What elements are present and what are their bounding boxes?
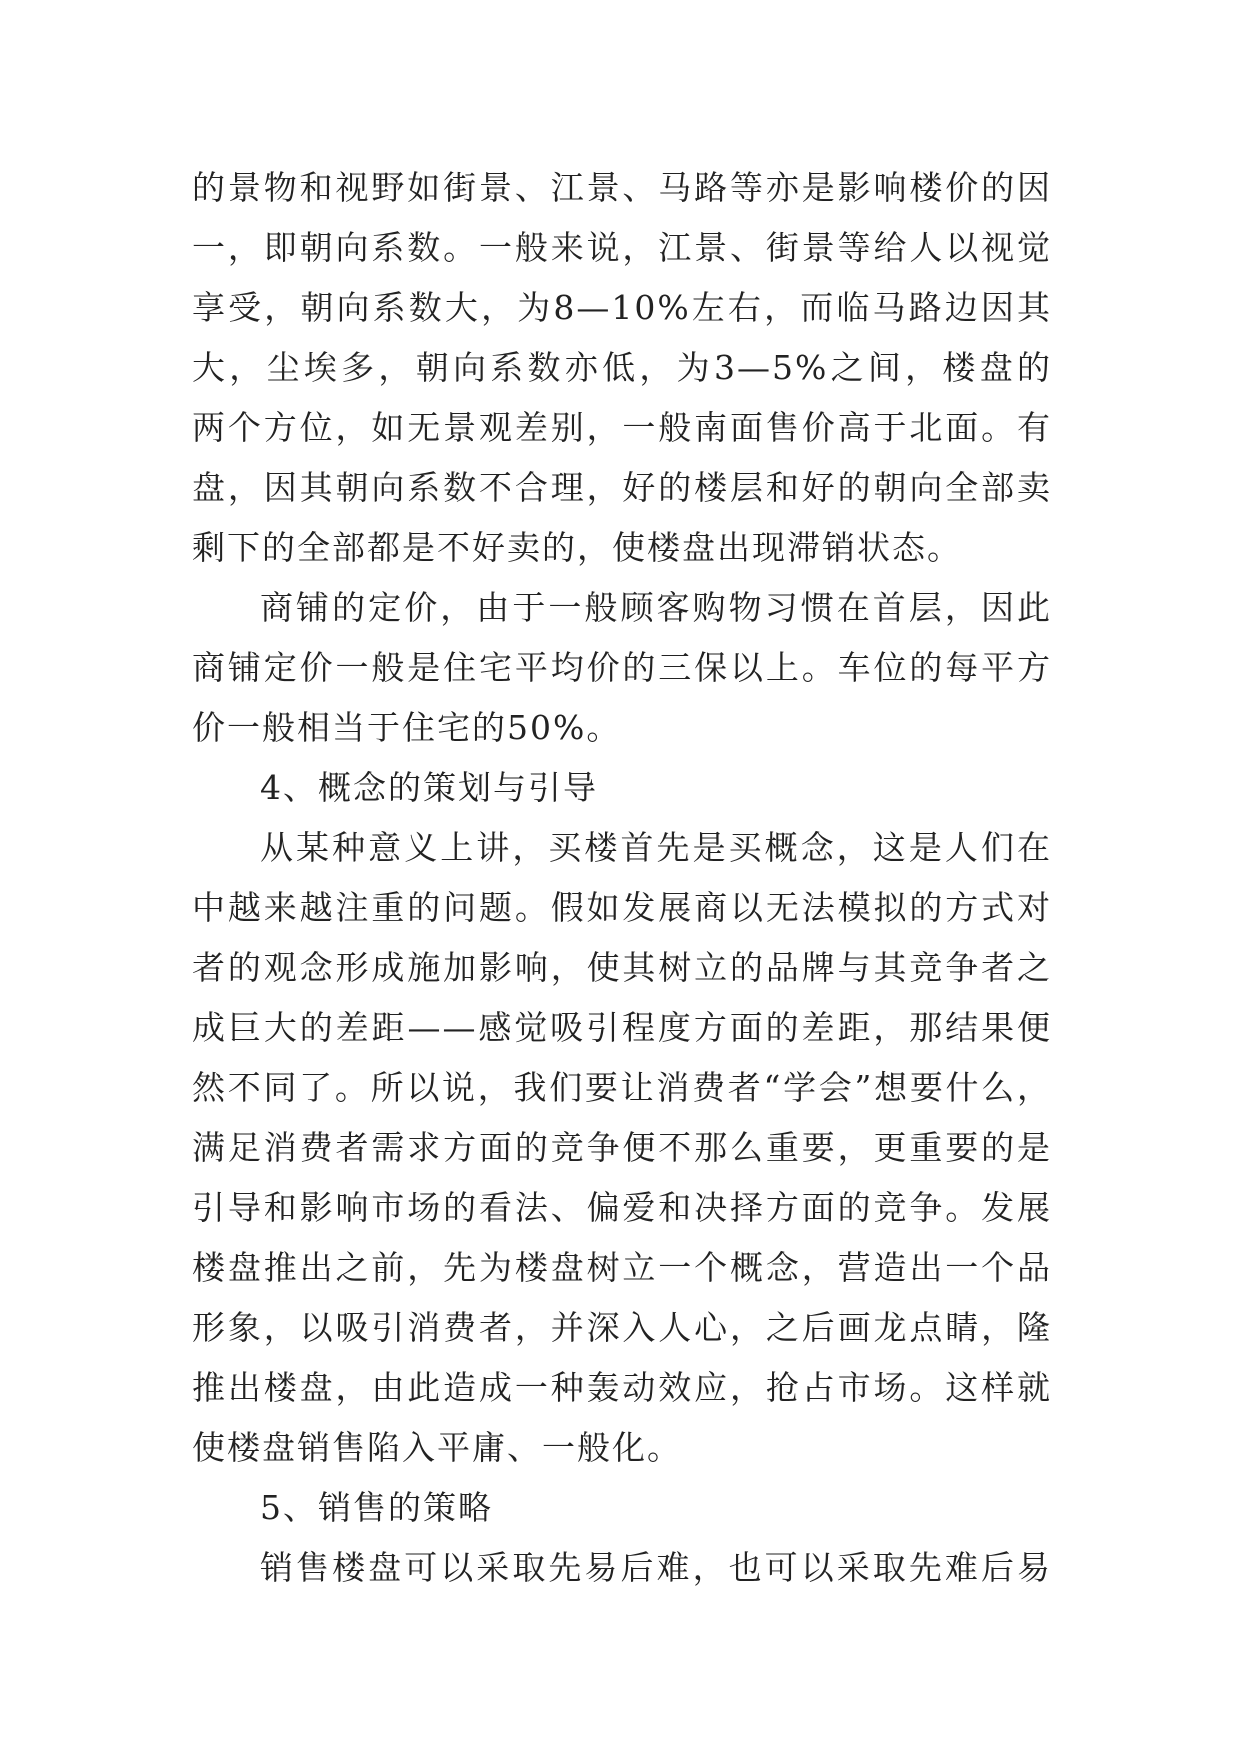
text-line: 然不同了。所以说，我们要让消费者“学会”想要什么， xyxy=(192,1068,1052,1107)
section-heading: 5、销售的策略 xyxy=(260,1488,493,1527)
text-line: 使楼盘销售陷入平庸、一般化。 xyxy=(192,1428,682,1467)
text-line: 盘，因其朝向系数不合理，好的楼层和好的朝向全部卖 xyxy=(192,468,1052,507)
text-line: 价一般相当于住宅的50%。 xyxy=(192,708,622,747)
text-line: 一，即朝向系数。一般来说，江景、街景等给人以视觉 xyxy=(192,228,1052,267)
text-line: 从某种意义上讲，买楼首先是买概念，这是人们在 xyxy=(260,828,1052,867)
text-line: 剩下的全部都是不好卖的，使楼盘出现滞销状态。 xyxy=(192,528,962,567)
body-text xyxy=(192,158,1052,1598)
text-line: 成巨大的差距——感觉吸引程度方面的差距，那结果便 xyxy=(192,1008,1052,1047)
text-line: 者的观念形成施加影响，使其树立的品牌与其竞争者之 xyxy=(192,948,1052,987)
text-line: 大，尘埃多，朝向系数亦低，为3—5%之间，楼盘的 xyxy=(192,348,1052,387)
text-line: 中越来越注重的问题。假如发展商以无法模拟的方式对 xyxy=(192,888,1052,927)
text-line: 的景物和视野如街景、江景、马路等亦是影响楼价的因 xyxy=(192,168,1052,207)
text-line: 形象，以吸引消费者，并深入人心，之后画龙点睛，隆 xyxy=(192,1308,1052,1347)
text-line: 商铺定价一般是住宅平均价的三保以上。车位的每平方 xyxy=(192,648,1052,687)
text-line: 享受，朝向系数大，为8—10%左右，而临马路边因其 xyxy=(192,288,1052,327)
text-line: 楼盘推出之前，先为楼盘树立一个概念，营造出一个品 xyxy=(192,1248,1052,1287)
text-line: 销售楼盘可以采取先易后难，也可以采取先难后易 xyxy=(260,1548,1052,1587)
text-line: 引导和影响市场的看法、偏爱和决择方面的竞争。发展 xyxy=(192,1188,1052,1227)
text-line: 商铺的定价，由于一般顾客购物习惯在首层，因此 xyxy=(260,588,1052,627)
text-line: 两个方位，如无景观差别，一般南面售价高于北面。有 xyxy=(192,408,1052,447)
text-line: 推出楼盘，由此造成一种轰动效应，抢占市场。这样就 xyxy=(192,1368,1052,1407)
section-heading: 4、概念的策划与引导 xyxy=(260,768,598,807)
text-line: 满足消费者需求方面的竞争便不那么重要，更重要的是 xyxy=(192,1128,1052,1167)
